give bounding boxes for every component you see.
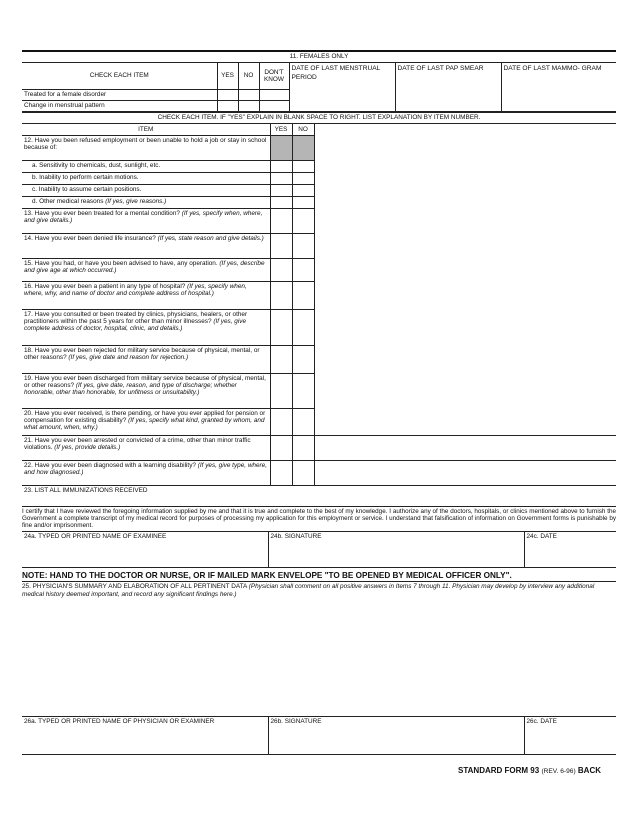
form-name: STANDARD FORM 93 (458, 766, 540, 775)
menstrual-change-no-box[interactable] (238, 100, 259, 111)
form-footer (458, 766, 601, 775)
item-12d-no-box[interactable] (292, 196, 314, 208)
item-14-yes-box[interactable] (270, 233, 292, 258)
row-menstrual-change-label: Change in menstrual pattern (22, 100, 217, 111)
physician-summary-field[interactable] (22, 582, 616, 716)
items-table (22, 112, 616, 507)
physician-signature-label: 26b. SIGNATURE (270, 718, 322, 725)
col-check-each-item: CHECK EACH ITEM (22, 62, 217, 89)
item-12d-text: d. Other medical reasons (32, 197, 104, 205)
item-15 (22, 258, 270, 281)
physician-signature-field[interactable] (268, 717, 524, 755)
item-12: 12. Have you been refused employment or been unable to hold a job or stay in school because of: (22, 135, 270, 160)
last-pap-smear-label: DATE OF LAST PAP SMEAR (397, 64, 484, 72)
item-17 (22, 309, 270, 345)
item-19-no-box[interactable] (292, 373, 314, 408)
item-23-immunizations[interactable] (22, 485, 616, 506)
item-16-instruction: (If yes, specify when, where, why, and name of doctor and complete address of hospital.) (24, 282, 247, 297)
col-no: NO (238, 62, 259, 89)
item-14 (22, 233, 270, 258)
item-15-text: 15. Have you had, or have you been advised to have, any operation. (24, 259, 218, 267)
last-mammogram-label: DATE OF LAST MAMMO- GRAM (503, 64, 602, 72)
item-12b-yes-box[interactable] (270, 172, 292, 184)
item-13-instruction: (If yes, specify when, where, and give details.) (24, 209, 263, 224)
females-only-table (22, 50, 616, 112)
item-21 (22, 435, 270, 460)
item-18-text: 18. Have you ever been rejected for military service because of physical, mental, or other reasons? (24, 346, 260, 361)
item-22-yes-box[interactable] (270, 460, 292, 485)
item-16-no-box[interactable] (292, 281, 314, 309)
item-20 (22, 408, 270, 435)
explanation-space-21[interactable] (314, 435, 616, 460)
physician-summary-instruction: (Physician shall comment on all positive answers in Items 7 through 11. Physician may develop by interview any additional medical history deemed important, and record any significant findings here.) (22, 583, 595, 598)
item-17-no-box[interactable] (292, 309, 314, 345)
col-item: ITEM (22, 123, 270, 135)
item-19 (22, 373, 270, 408)
item-14-no-box[interactable] (292, 233, 314, 258)
item-12c-no-box[interactable] (292, 184, 314, 196)
examinee-name-field[interactable] (22, 532, 268, 568)
item-17-text: 17. Have you consulted or been treated by clinics, physicians, healers, or other practitioners within the past 5 years for other than minor illnesses? (24, 310, 248, 325)
physician-name-label: 26a. TYPED OR PRINTED NAME OF PHYSICIAN OR EXAMINER (24, 718, 215, 725)
item-12a-no-box[interactable] (292, 160, 314, 172)
item-21-yes-box[interactable] (270, 435, 292, 460)
item-20-text: 20. Have you ever received, is there pending, or have you ever applied for pension or compensation for existing disability? (24, 409, 266, 424)
physician-date-field[interactable] (524, 717, 616, 755)
examinee-signature-field[interactable] (268, 532, 524, 568)
item-15-instruction: (If yes, describe and give age at which occurred.) (24, 259, 265, 274)
col-yes: YES (217, 62, 238, 89)
certification-statement: I certify that I have reviewed the foregoing information supplied by me and that it is true and complete to the best of my knowledge. I authorize any of the doctors, hospitals, or clinics mentioned above to furnish the Government a complete transcript of my medical record for purposes of processing my application for this employment or service. I understand that falsification of information on Government forms is punishable by fine and/or imprisonment. (22, 507, 616, 532)
menstrual-change-yes-box[interactable] (217, 100, 238, 111)
item-23-label: 23. LIST ALL IMMUNIZATIONS RECEIVED (24, 486, 148, 494)
form-revision: (REV. 6-96) (541, 768, 576, 775)
form-side: BACK (577, 766, 601, 775)
physician-summary-label: 25. PHYSICIAN'S SUMMARY AND ELABORATION OF ALL PERTINENT DATA (22, 583, 247, 590)
female-disorder-yes-box[interactable] (217, 89, 238, 100)
last-pap-smear-field[interactable] (395, 62, 501, 111)
item-15-yes-box[interactable] (270, 258, 292, 281)
examinee-signature-table (22, 532, 616, 569)
item-19-text: 19. Have you ever been discharged from military service because of physical, mental, or other reasons? (24, 374, 266, 389)
physician-signature-table (22, 716, 616, 755)
female-disorder-no-box[interactable] (238, 89, 259, 100)
section-11-title: 11. FEMALES ONLY (22, 51, 616, 62)
col-dont-know: DON'T KNOW (259, 62, 289, 89)
examinee-date-label: 24c. DATE (526, 532, 557, 540)
item-13-no-box[interactable] (292, 208, 314, 233)
item-17-yes-box[interactable] (270, 309, 292, 345)
item-18-no-box[interactable] (292, 345, 314, 373)
explanation-space[interactable] (314, 123, 616, 435)
item-20-yes-box[interactable] (270, 408, 292, 435)
item-19-yes-box[interactable] (270, 373, 292, 408)
physician-date-label: 26c. DATE (526, 718, 557, 725)
col-yes: YES (270, 123, 292, 135)
item-16 (22, 281, 270, 309)
item-20-instruction: (If yes, specify what kind, granted by whom, and what amount, when, why.) (24, 416, 265, 431)
item-18-instruction: (If yes, give date and reason for rejection.) (68, 353, 189, 361)
item-12c-yes-box[interactable] (270, 184, 292, 196)
last-menstrual-period-label: DATE OF LAST MENSTRUAL PERIOD (291, 64, 381, 81)
item-22 (22, 460, 270, 485)
item-18-yes-box[interactable] (270, 345, 292, 373)
item-13-text: 13. Have you ever been treated for a mental condition? (24, 209, 180, 217)
item-22-text: 22. Have you ever been diagnosed with a learning disability? (24, 461, 196, 469)
item-20-no-box[interactable] (292, 408, 314, 435)
item-17-instruction: (If yes, give complete address of doctor, hospital, clinic, and details.) (24, 317, 247, 332)
col-no: NO (292, 123, 314, 135)
item-16-text: 16. Have you ever been a patient in any type of hospital? (24, 282, 186, 290)
item-12a-yes-box[interactable] (270, 160, 292, 172)
examinee-name-label: 24a. TYPED OR PRINTED NAME OF EXAMINEE (24, 532, 167, 540)
physician-name-field[interactable] (22, 717, 268, 755)
item-12-yes-shaded (270, 135, 292, 160)
item-19-instruction: (If yes, give date, reason, and type of discharge; whether honorable, other than honorable, for unfitness or unsuitability.) (24, 381, 237, 396)
item-18 (22, 345, 270, 373)
item-16-yes-box[interactable] (270, 281, 292, 309)
item-14-instruction: (If yes, state reason and give details.) (157, 234, 264, 242)
item-13-yes-box[interactable] (270, 208, 292, 233)
medical-history-form (22, 50, 616, 755)
item-14-text: 14. Have you ever been denied life insurance? (24, 234, 156, 242)
item-22-instruction: (If yes, give type, where, and how diagnosed.) (24, 461, 267, 476)
explanation-space-22[interactable] (314, 460, 616, 485)
item-21-instruction: (If yes, provide details.) (54, 443, 121, 451)
item-12b-no-box[interactable] (292, 172, 314, 184)
item-12d-yes-box[interactable] (270, 196, 292, 208)
item-12c: c. Inability to assume certain positions. (22, 184, 270, 196)
items-instruction: CHECK EACH ITEM. IF "YES" EXPLAIN IN BLANK SPACE TO RIGHT. LIST EXPLANATION BY ITEM NUMBER. (22, 112, 616, 123)
examinee-date-field[interactable] (524, 532, 616, 568)
item-15-no-box[interactable] (292, 258, 314, 281)
item-12a: a. Sensitivity to chemicals, dust, sunlight, etc. (22, 160, 270, 172)
row-female-disorder-label: Treated for a female disorder (22, 89, 217, 100)
item-13 (22, 208, 270, 233)
examinee-signature-label: 24b. SIGNATURE (270, 532, 322, 540)
item-12b: b. Inability to perform certain motions. (22, 172, 270, 184)
last-menstrual-period-field[interactable] (289, 62, 395, 111)
menstrual-change-dontknow-box[interactable] (259, 100, 289, 111)
item-22-no-box[interactable] (292, 460, 314, 485)
item-12d-instruction: (If yes, give reasons.) (105, 197, 167, 205)
last-mammogram-field[interactable] (501, 62, 616, 111)
item-21-text: 21. Have you ever been arrested or convicted of a crime, other than minor traffic violations. (24, 436, 251, 451)
female-disorder-dontknow-box[interactable] (259, 89, 289, 100)
item-21-no-box[interactable] (292, 435, 314, 460)
item-12-no-shaded (292, 135, 314, 160)
medical-officer-note: NOTE: HAND TO THE DOCTOR OR NURSE, OR IF MAILED MARK ENVELOPE "TO BE OPENED BY MEDICAL OFFICER ONLY". (22, 568, 616, 582)
item-12d (22, 196, 270, 208)
